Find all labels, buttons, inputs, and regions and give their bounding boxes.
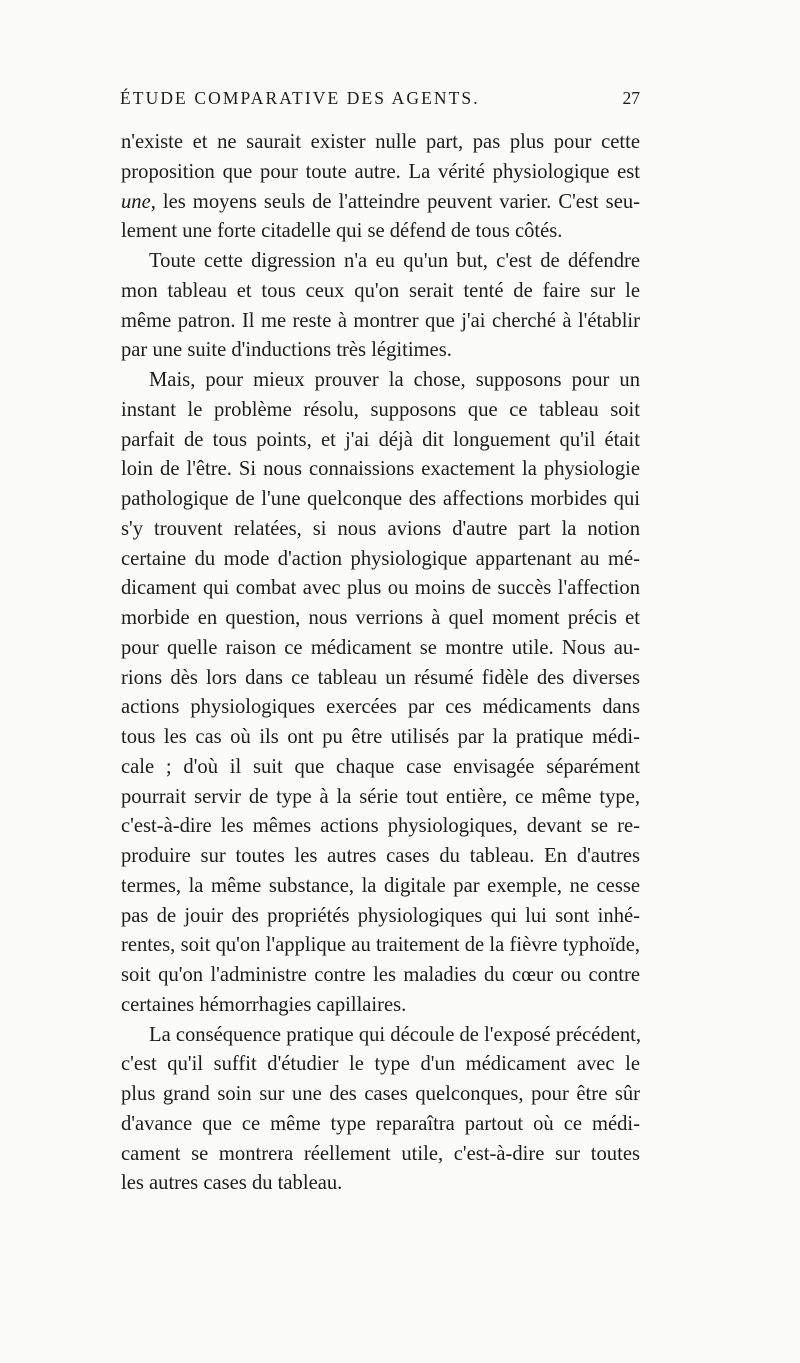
text-line: lement une forte citadelle qui se défend de tous côtés.	[121, 220, 563, 243]
text-line: c'est qu'il suffit d'étudier le type d'un médicament avec le	[121, 1053, 640, 1076]
text-line: tous les cas où ils ont pu être utilisés par la pratique médi-	[121, 726, 640, 748]
body-text	[121, 128, 640, 1199]
text-line: certaine du mode d'action physiologique appartenant au mé-	[121, 547, 640, 570]
text-line: n'existe et ne saurait exister nulle part, pas plus pour cette	[121, 131, 640, 153]
italic-word: une	[121, 190, 151, 213]
text-line: rentes, soit qu'on l'applique au traitement de la fièvre typhoïde,	[121, 934, 640, 957]
text-line: mon tableau et tous ceux qu'on serait tenté de faire sur le	[121, 279, 640, 302]
running-title: ÉTUDE COMPARATIVE DES AGENTS.	[120, 88, 480, 108]
text-line	[121, 188, 640, 218]
text-line: Mais, pour mieux prouver la chose, supposons pour un	[149, 369, 640, 391]
text-line: pathologique de l'une quelconque des affections morbides qui	[121, 488, 640, 510]
text-line: morbide en question, nous verrions à quel moment précis et	[121, 607, 640, 629]
text-line: actions physiologiques exercées par ces médicaments dans	[121, 696, 640, 719]
text-line: parfait de tous points, et j'ai déjà dit longuement qu'il était	[121, 428, 640, 451]
text-line: rions dès lors dans ce tableau un résumé fidèle des diverses	[121, 666, 640, 689]
text-line: termes, la même substance, la digitale par exemple, ne cesse	[121, 874, 640, 897]
text-line: La conséquence pratique qui découle de l'exposé précédent,	[149, 1023, 642, 1046]
text-line: instant le problème résolu, supposons que ce tableau soit	[121, 398, 640, 421]
text-line: proposition que pour toute autre. La vérité physiologique est	[121, 160, 640, 183]
text-line: loin de l'être. Si nous connaissions exactement la physiologie	[121, 458, 640, 481]
text-line: plus grand soin sur une des cases quelconques, pour être sûr	[121, 1083, 640, 1105]
text-line: cale ; d'où il suit que chaque case envisagée séparément	[121, 755, 640, 778]
text-line: s'y trouvent relatées, si nous avions d'autre part la notion	[121, 517, 640, 540]
text-line: certaines hémorrhagies capillaires.	[121, 993, 407, 1016]
text-line: pour quelle raison ce médicament se montre utile. Nous au-	[121, 636, 640, 659]
text-line: pourrait servir de type à la série tout entière, ce même type,	[121, 785, 640, 808]
text-line: Toute cette digression n'a eu qu'un but, c'est de défendre	[149, 250, 640, 272]
text-line: c'est-à-dire les mêmes actions physiologiques, devant se re-	[121, 815, 640, 838]
text-line-rest: , les moyens seuls de l'atteindre peuvent varier. C'est seu-	[150, 190, 640, 213]
page-number: 27	[622, 88, 640, 108]
text-line: dicament qui combat avec plus ou moins de succès l'affection	[121, 577, 640, 600]
text-line: produire sur toutes les autres cases du tableau. En d'autres	[121, 845, 640, 867]
running-head	[118, 88, 640, 114]
text-line: même patron. Il me reste à montrer que j'ai cherché à l'établir	[121, 309, 640, 332]
text-line: soit qu'on l'administre contre les maladies du cœur ou contre	[121, 964, 640, 986]
text-line: les autres cases du tableau.	[121, 1172, 343, 1195]
text-line: pas de jouir des propriétés physiologiques qui lui sont inhé-	[121, 904, 640, 927]
text-line: d'avance que ce même type reparaîtra partout où ce médi-	[121, 1112, 640, 1135]
text-line: par une suite d'inductions très légitimes.	[121, 339, 452, 362]
text-line: cament se montrera réellement utile, c'est-à-dire sur toutes	[121, 1142, 640, 1165]
